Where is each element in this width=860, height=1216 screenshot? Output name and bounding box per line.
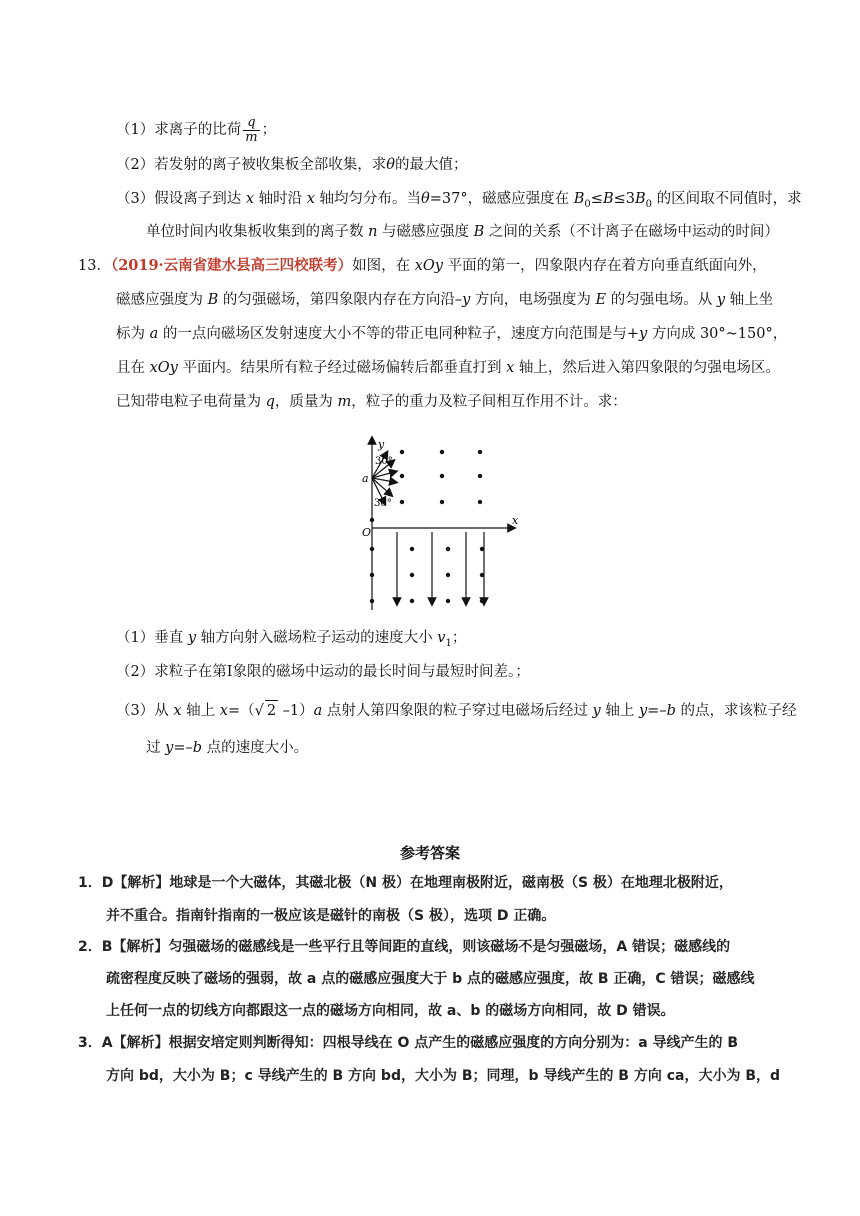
answer-2-line3: 上任何一点的切线方向都跟这一点的磁场方向相同，故 a、b 的磁场方向相同，故 D 错误。 bbox=[106, 1003, 675, 1019]
problem-number: 13． bbox=[78, 258, 111, 274]
p12-q3-line1: （3）假设离子到达 x 轴时沿 x 轴均匀分布。当θ=37°，磁感应强度在 $B_0\le B\le 3B_0$ 的区间取不同值时，求 bbox=[116, 191, 802, 210]
label-origin: O bbox=[362, 526, 372, 539]
p12-q3-line2: 单位时间内收集板收集到的离子数 n 与磁感应强度 B 之间的关系（不计离子在磁场中运动的时间） bbox=[146, 224, 779, 240]
angle-bottom-label: 30° bbox=[374, 498, 392, 509]
p13-line1: 13．（2019·云南省建水县高三四校联考）如图，在 xOy 平面的第一，四象限内存在着方向垂直纸面向外， bbox=[78, 257, 767, 274]
label-a: a bbox=[362, 472, 369, 485]
label-y: y bbox=[378, 438, 385, 451]
sqrt-symbol: √ bbox=[254, 703, 264, 719]
answers-heading: 参考答案 bbox=[399, 844, 460, 862]
magnetic-field-dots bbox=[370, 450, 484, 603]
answer-2-line1: 2．B【解析】匀强磁场的磁感线是一些平行且等间距的直线，则该磁场不是匀强磁场，A 错误；磁感线的 bbox=[78, 939, 731, 955]
p13-q3-line1: （3）从 x 轴上 x=（√ 2 –1）a 点射人第四象限的粒子穿过电磁场后经过 y 轴上 y=–b 的点，求该粒子经 bbox=[116, 700, 796, 721]
answer-3-line1: 3．A【解析】根据安培定则判断得知：四根导线在 O 点产生的磁感应强度的方向分别为：a 导线产生的 B bbox=[78, 1035, 739, 1051]
answer-3-line2: 方向 bd，大小为 B；c 导线产生的 B 方向 bd，大小为 B；同理，b 导线产生的 B 方向 ca，大小为 B，d bbox=[106, 1068, 781, 1084]
answer-1-line1: 1．D【解析】地球是一个大磁体，其磁北极（N 极）在地理南极附近，磁南极（S 极）在地理北极附近， bbox=[78, 875, 733, 891]
label-x: x bbox=[512, 514, 519, 527]
p13-line3: 标为 a 的一点向磁场区发射速度大小不等的带正电同种粒子，速度方向范围是与+y 方向成 30°~150°， bbox=[116, 326, 788, 342]
charge-mass-fraction: $\frac{q}{m}$ bbox=[245, 114, 258, 145]
p12-q2: （2）若发射的离子被收集板全部收集，求θ的最大值； bbox=[116, 157, 468, 173]
p12-q1-text: （1）求离子的比荷 bbox=[116, 122, 242, 138]
electric-field-arrows bbox=[397, 532, 484, 602]
field-diagram bbox=[360, 432, 532, 612]
p13-q1: （1）垂直 y 轴方向射入磁场粒子运动的速度大小 $v_1$； bbox=[116, 630, 467, 649]
problem-source: （2019·云南省建水县高三四校联考） bbox=[110, 257, 353, 274]
p13-line2: 磁感应强度为 B 的匀强磁场，第四象限内存在方向沿–y 方向，电场强度为 E 的匀强电场。从 y 轴上坐 bbox=[116, 292, 774, 308]
p13-line4: 且在 xOy 平面内。结果所有粒子经过磁场偏转后都垂直打到 x 轴上，然后进入第四象限的匀强电场区。 bbox=[116, 360, 780, 376]
answer-2-line2: 疏密程度反映了磁场的强弱，故 a 点的磁感应强度大于 b 点的磁感应强度，故 B 正确，C 错误；磁感线 bbox=[106, 971, 755, 987]
angle-top-label: 30° bbox=[375, 456, 393, 467]
p13-q2: （2）求粒子在第Ⅰ象限的磁场中运动的最长时间与最短时间差。； bbox=[116, 664, 530, 680]
p13-line5: 已知带电粒子电荷量为 q，质量为 m，粒子的重力及粒子间相互作用不计。求： bbox=[116, 394, 627, 410]
answer-1-line2: 并不重合。指南针指南的一极应该是磁针的南极（S 极），选项 D 正确。 bbox=[106, 908, 556, 924]
p13-q3-line2: 过 y=–b 点的速度大小。 bbox=[146, 740, 309, 756]
p12-q1: （1）求离子的比荷 $\frac{q}{m}$ ； bbox=[116, 114, 277, 145]
